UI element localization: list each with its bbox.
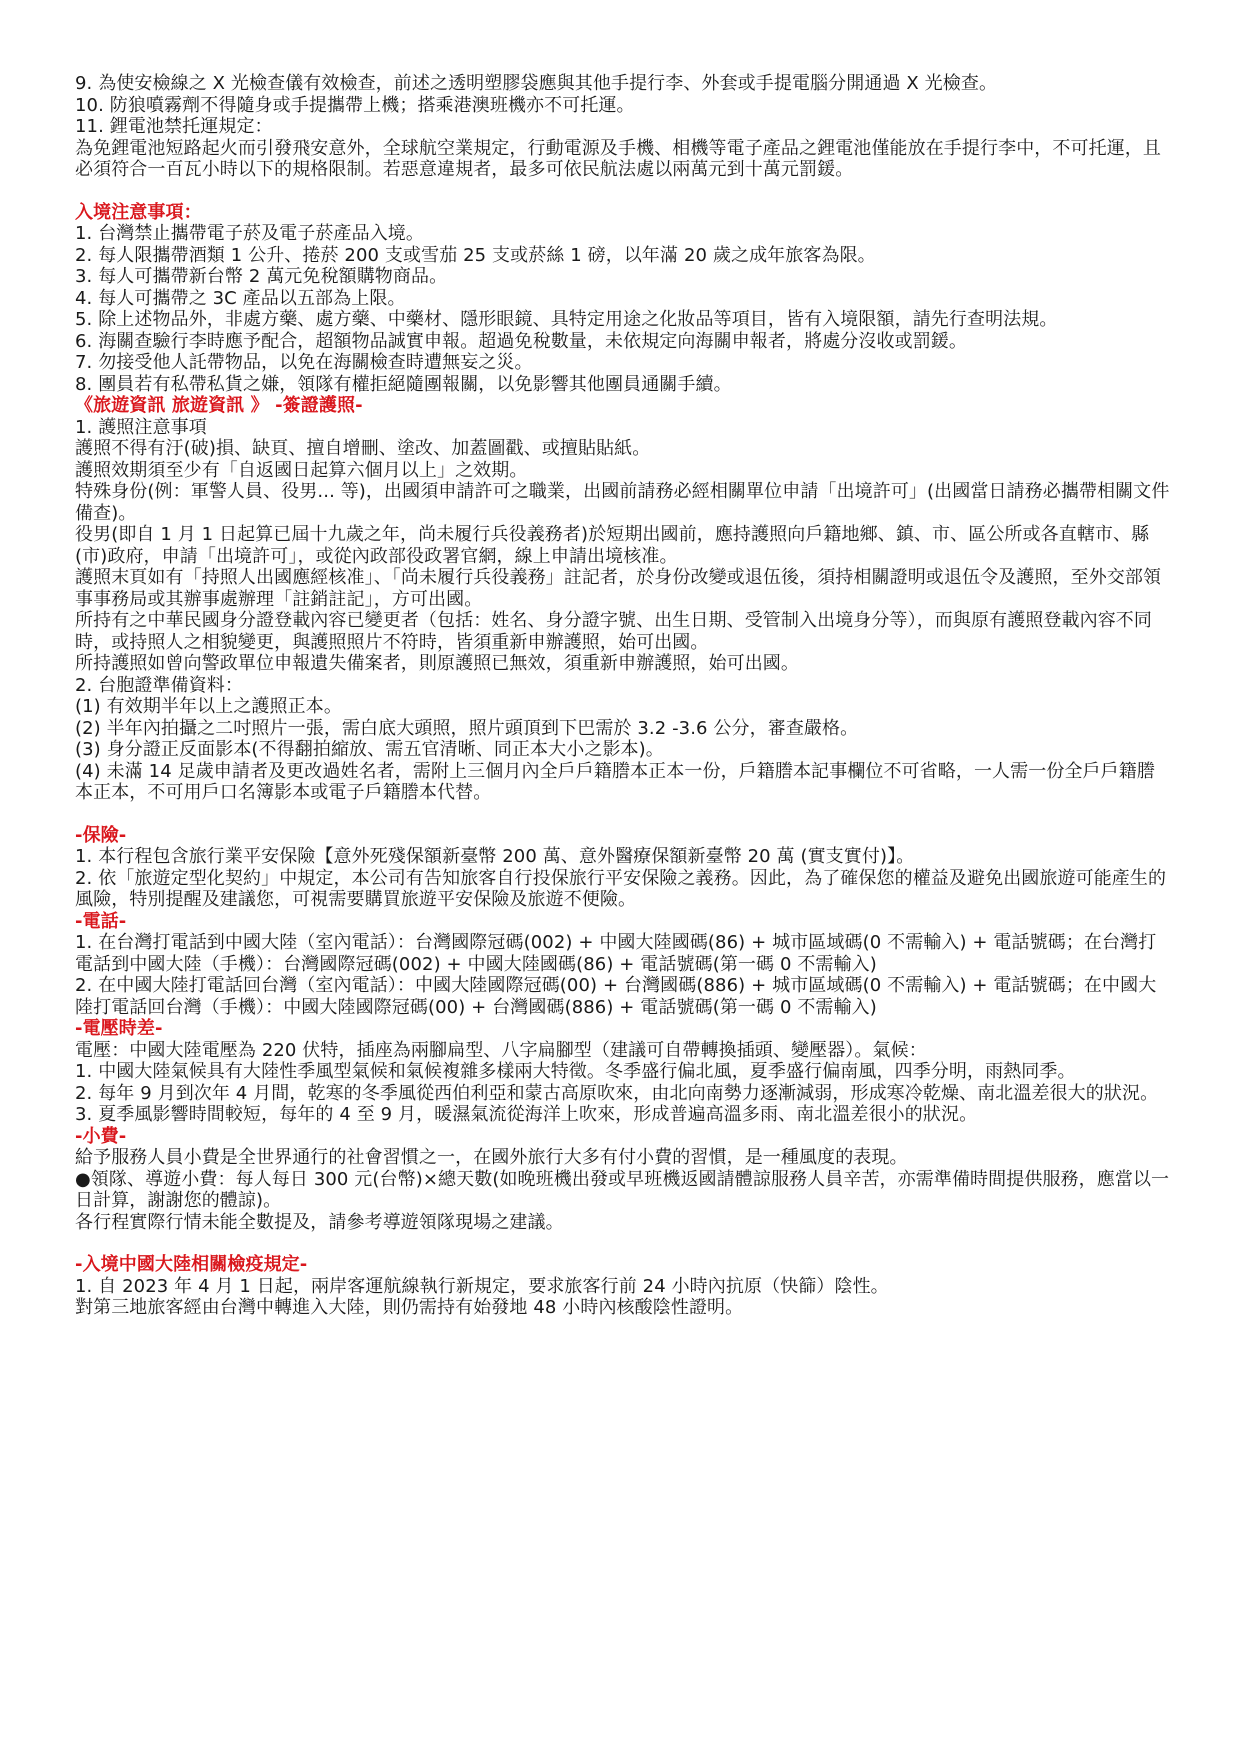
paragraph: 2. 每年 9 月到次年 4 月間，乾寒的冬季風從西伯利亞和蒙古高原吹來，由北向南勢力逐漸減弱，形成寒冷乾燥、南北溫差很大的狀況。 [75,1082,1159,1104]
paragraph: 1. 護照注意事項 [75,416,207,438]
paragraph: ●領隊、導遊小費：每人每日 300 元(台幣)×總天數(如晚班機出發或早班機返國請體諒服務人員辛苦，亦需準備時間提供服務，應當以一日計算，謝謝您的體諒)。 [75,1168,1170,1211]
paragraph: 9. 為使安檢線之 X 光檢查儀有效檢查，前述之透明塑膠袋應與其他手提行李、外套或手提電腦分開通過 X 光檢查。 [75,73,998,94]
section-heading: -入境中國大陸相關檢疫規定- [75,1254,308,1275]
paragraph: 2. 每人限攜帶酒類 1 公升、捲菸 200 支或雪茄 25 支或菸絲 1 磅，以年滿 20 歲之成年旅客為限。 [75,244,876,266]
paragraph: 1. 中國大陸氣候具有大陸性季風型氣候和氣候複雜多樣兩大特徵。冬季盛行偏北風，夏季盛行偏南風，四季分明，雨熱同季。 [75,1061,1076,1082]
paragraph: 10. 防狼噴霧劑不得隨身或手提攜帶上機；搭乘港澳班機亦不可托運。 [75,94,635,116]
paragraph: 給予服務人員小費是全世界通行的社會習慣之一，在國外旅行大多有付小費的習慣，是一種風度的表現。 [75,1147,908,1168]
paragraph: 1. 自 2023 年 4 月 1 日起，兩岸客運航線執行新規定，要求旅客行前 24 小時內抗原（快篩）陰性。 [75,1275,889,1297]
paragraph: 1. 在台灣打電話到中國大陸（室內電話）：台灣國際冠碼(002) + 中國大陸國碼(86) + 城市區域碼(0 不需輸入) + 電話號碼；在台灣打電話到中國大陸（手機）：台灣國際冠碼(002) + 中國大陸國碼(86) + 電話號碼(第一碼 0 不需輸入) [75,932,1157,975]
paragraph: 所持有之中華民國身分證登載內容已變更者（包括：姓名、身分證字號、出生日期、受管制入出境身分等），而與原有護照登載內容不同時，或持照人之相貌變更，與護照照片不符時，皆須重新申辦護照，始可出國。 [75,610,1152,653]
paragraph: 對第三地旅客經由台灣中轉進入大陸，則仍需持有始發地 48 小時內核酸陰性證明。 [75,1297,744,1318]
paragraph: 7. 勿接受他人託帶物品，以免在海關檢查時遭無妄之災。 [75,352,533,373]
paragraph: 8. 團員若有私帶私貨之嫌，領隊有權拒絕隨團報關，以免影響其他團員通關手續。 [75,373,732,395]
paragraph: 護照末頁如有「持照人出國應經核准」、「尚未履行兵役義務」註記者，於身份改變或退伍後，須持相關證明或退伍令及護照，至外交部領事事務局或其辦事處辦理「註銷註記」，方可出國。 [75,567,1162,610]
paragraph: 4. 每人可攜帶之 3C 產品以五部為上限。 [75,287,406,309]
paragraph: 電壓：中國大陸電壓為 220 伏特，插座為兩腳扁型、八字扁腳型（建議可自帶轉換插頭、變壓器）。氣候： [75,1039,927,1061]
paragraph: 1. 本行程包含旅行業平安保險【意外死殘保額新臺幣 200 萬、意外醫療保額新臺幣 20 萬 (實支實付)】。 [75,846,915,867]
section-gap [75,1233,1173,1254]
paragraph: 役男(即自 1 月 1 日起算已屆十九歲之年，尚未履行兵役義務者)於短期出國前，應持護照向戶籍地鄉、鎮、市、區公所或各直轄市、縣(市)政府，申請「出境許可」，或從內政部役政署官網，線上申請出境核准。 [75,524,1150,567]
paragraph: 護照不得有汙(破)損、缺頁、擅自增刪、塗改、加蓋圖戳、或擅貼貼紙。 [75,438,651,459]
paragraph: 各行程實際行情未能全數提及，請參考導遊領隊現場之建議。 [75,1211,564,1233]
section-heading: 入境注意事項： [75,201,202,223]
section-heading: -小費- [75,1125,127,1147]
paragraph: 特殊身份(例：軍警人員、役男... 等)，出國須申請許可之職業，出國前請務必經相關單位申請「出境許可」(出國當日請務必攜帶相關文件備查)。 [75,481,1170,524]
paragraph: 護照效期須至少有「自返國日起算六個月以上」之效期。 [75,459,528,481]
section-heading: -電壓時差- [75,1018,163,1039]
paragraph: 6. 海關查驗行李時應予配合，超額物品誠實申報。超過免稅數量，未依規定向海關申報者，將處分沒收或罰鍰。 [75,330,967,352]
paragraph: 1. 台灣禁止攜帶電子菸及電子菸產品入境。 [75,223,424,244]
paragraph: 為免鋰電池短路起火而引發飛安意外，全球航空業規定，行動電源及手機、相機等電子產品之鋰電池僅能放在手提行李中，不可托運，且必須符合一百瓦小時以下的規格限制。若惡意違規者，最多可依民航法處以兩萬元到十萬元罰鍰。 [75,137,1161,180]
paragraph: 3. 每人可攜帶新台幣 2 萬元免稅額購物商品。 [75,266,448,287]
section-gap [75,804,1173,825]
paragraph: 11. 鋰電池禁托運規定： [75,116,273,137]
paragraph: 2. 在中國大陸打電話回台灣（室內電話）：中國大陸國際冠碼(00) + 台灣國碼(886) + 城市區域碼(0 不需輸入) + 電話號碼；在中國大陸打電話回台灣（手機）：中國大陸國際冠碼(00) + 台灣國碼(886) + 電話號碼(第一碼 0 不需輸入) [75,975,1157,1018]
paragraph: 所持護照如曾向警政單位申報遺失備案者，則原護照已無效，須重新申辦護照，始可出國。 [75,653,799,674]
section-gap [75,181,1173,202]
section-heading: -保險- [75,824,127,846]
section-heading: 《旅遊資訊 旅遊資訊 》 -簽證護照- [75,395,363,416]
paragraph: (4) 未滿 14 足歲申請者及更改過姓名者，需附上三個月內全戶戶籍謄本正本一份，戶籍謄本記事欄位不可省略，一人需一份全戶戶籍謄本正本，不可用戶口名簿影本或電子戶籍謄本代替。 [75,760,1155,803]
paragraph: (2) 半年內拍攝之二吋照片一張，需白底大頭照，照片頭頂到下巴需於 3.2 -3.6 公分，審查嚴格。 [75,717,859,739]
paragraph: (3) 身分證正反面影本(不得翻拍縮放、需五官清晰、同正本大小之影本)。 [75,739,664,760]
paragraph: 5. 除上述物品外，非處方藥、處方藥、中藥材、隱形眼鏡、具特定用途之化妝品等項目，皆有入境限額，請先行查明法規。 [75,309,1058,330]
document-body [75,73,1173,1319]
paragraph: 2. 台胞證準備資料： [75,674,243,696]
paragraph: 2. 依「旅遊定型化契約」中規定，本公司有告知旅客自行投保旅行平安保險之義務。因此，為了確保您的權益及避免出國旅遊可能產生的風險，特別提醒及建議您，可視需要購買旅遊平安保險及旅遊不便險。 [75,867,1167,910]
paragraph: (1) 有效期半年以上之護照正本。 [75,696,342,717]
paragraph: 3. 夏季風影響時間較短，每年的 4 至 9 月，暖濕氣流從海洋上吹來，形成普遍高溫多雨、南北溫差很小的狀況。 [75,1104,978,1125]
section-heading: -電話- [75,910,127,932]
